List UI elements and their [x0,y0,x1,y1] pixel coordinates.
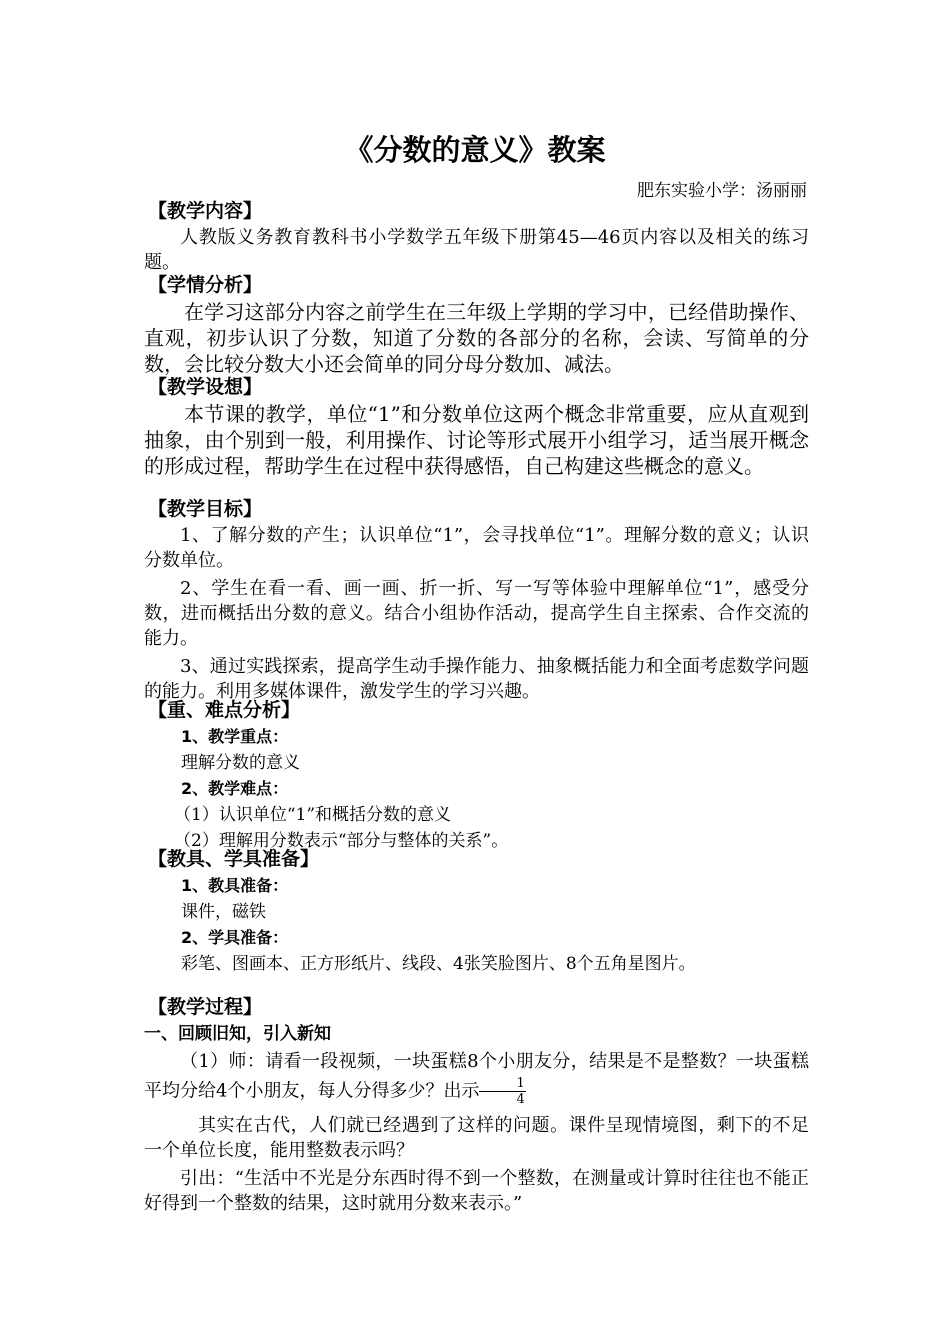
section-heading: 【教具、学具准备】 [148,848,320,870]
author-line: 肥东实验小学：汤丽丽 [637,181,807,201]
difficulty-item: （2）理解用分数表示“部分与整体的关系”。 [174,831,509,851]
tools-text: 彩笔、图画本、正方形纸片、线段、4张笑脸图片、8个五角星图片。 [181,954,696,974]
fraction-denominator: 4 [516,1092,525,1107]
key-point-heading: 1、教学重点： [181,727,289,746]
tools-heading: 2、学具准备： [181,928,289,947]
section-paragraph: 本节课的教学，单位“1”和分数单位这两个概念非常重要，应从直观到抽象，由个别到一般，利用操作、讨论等形式展开小组学习，适当展开概念的形成过程，帮助学生在过程中获得感悟，自己构建这些概念的意义。 [144,402,809,478]
section-paragraph: 在学习这部分内容之前学生在三年级上学期的学习中，已经借助操作、直观，初步认识了分数，知道了分数的各部分的名称，会读、写简单的分数，会比较分数大小还会简单的同分母分数加、减法。 [144,300,809,376]
difficulty-heading: 2、教学难点： [181,779,289,798]
fraction [479,1076,525,1107]
goal-item: 2、学生在看一看、画一画、折一折、写一写等体验中理解单位“1”，感受分数，进而概括出分数的意义。结合小组协作活动，提高学生自主探索、合作交流的能力。 [144,578,809,649]
fraction-numerator: 1 [479,1076,525,1092]
process-paragraph [144,1047,809,1107]
difficulty-item: （1）认识单位“1”和概括分数的意义 [174,805,452,825]
key-point-text: 理解分数的意义 [181,753,300,773]
goal-item: 3、通过实践探索，提高学生动手操作能力、抽象概括能力和全面考虑数学问题的能力。利用多媒体课件，激发学生的学习兴趣。 [144,656,809,702]
tools-text: 课件，磁铁 [181,902,266,922]
section-tools [144,845,809,977]
section-design [144,373,809,479]
step-heading: 一、回顾旧知，引入新知 [144,1024,331,1044]
goal-item: 1、了解分数的产生；认识单位“1”，会寻找单位“1”。理解分数的意义；认识分数单位。 [144,525,809,571]
section-heading: 【教学目标】 [148,498,263,520]
section-content [144,197,809,275]
process-paragraph: 其实在古代，人们就已经遇到了这样的问题。课件呈现情境图，剩下的不足一个单位长度，能用整数表示吗？ [144,1115,809,1161]
process-paragraph: 引出：“生活中不光是分东西时得不到一个整数，在测量或计算时往往也不能正好得到一个整数的结果，这时就用分数来表示。” [144,1168,809,1214]
section-keypoints [144,696,809,854]
section-heading: 【重、难点分析】 [148,699,301,721]
section-goals [144,495,809,704]
section-heading: 【学情分析】 [148,274,263,296]
section-process [144,993,809,1216]
process-text: （1）师：请看一段视频，一块蛋糕8个小朋友分，结果是不是整数？一块蛋糕平均分给4个小朋友，每人分得多少？出示 [144,1051,809,1102]
section-heading: 【教学设想】 [148,376,263,398]
section-paragraph: 人教版义务教育教科书小学数学五年级下册第45—46页内容以及相关的练习题。 [144,227,809,273]
page-title: 《分数的意义》教案 [344,133,606,167]
section-heading: 【教学过程】 [148,996,263,1018]
tools-heading: 1、教具准备： [181,876,289,895]
section-heading: 【教学内容】 [148,200,263,222]
section-analysis [144,271,809,377]
